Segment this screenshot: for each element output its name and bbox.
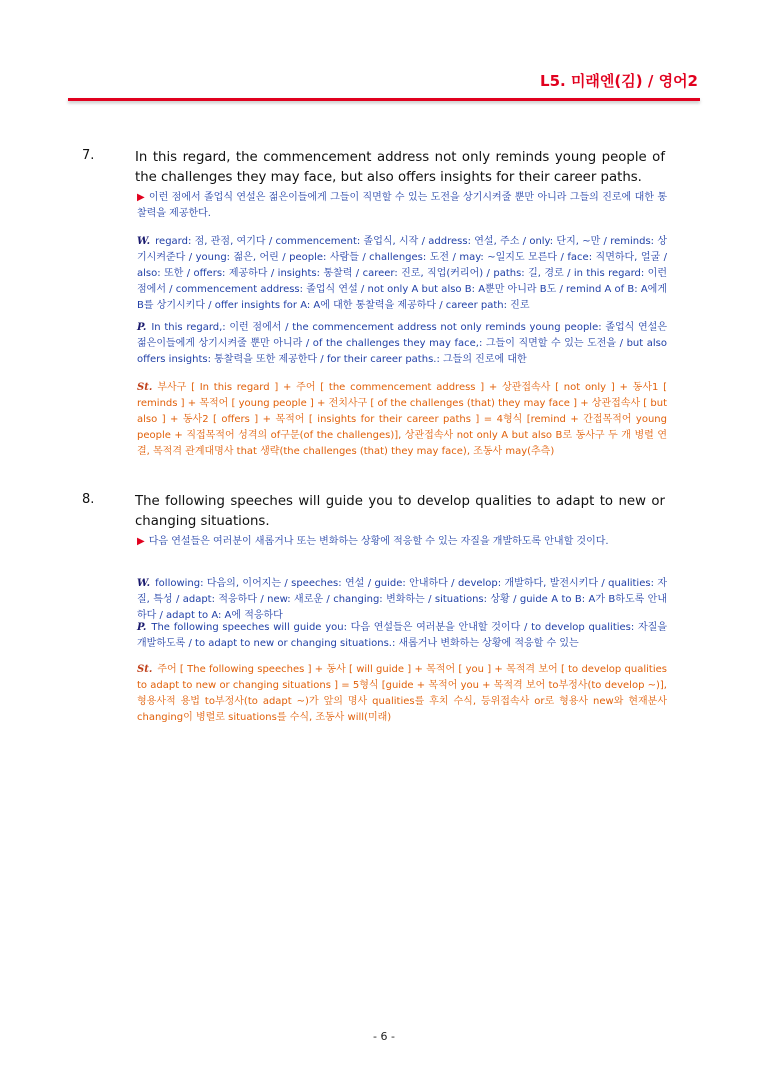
structure-tag: St. — [137, 664, 153, 675]
vocab-tag: W. — [137, 578, 151, 589]
question-number: 8. — [82, 492, 95, 507]
structure-block — [137, 380, 667, 460]
phrase-tag: P. — [137, 322, 147, 333]
page-number: - 6 - — [373, 1030, 395, 1043]
phrase-block — [137, 620, 667, 652]
structure-block — [137, 662, 667, 726]
structure-text: 주어 [ The following speeches ] + 동사 [ will guide ] + 목적어 [ you ] + 목적격 보어 [ to develop qualities to adapt to new or changing situations ] = 5형식 [guide + 목적어 you + 목적격 보어 to부정사(to develop ~)], 형용사적 용법 to부정사(to adapt ~)가 앞의 명사 qualities를 후치 수식, 등위접속사 or로 형용사 new와 현재분사 changing이 병렬로 situations를 수식, 조동사 will(미래) — [137, 664, 667, 723]
question-sentence: In this regard, the commencement address not only reminds young people of the challenges they may face, but also offers insights for their career paths. — [135, 150, 665, 185]
translation-text: 이런 점에서 졸업식 연설은 젊은이들에게 그들이 직면할 수 있는 도전을 상기시켜줄 뿐만 아니라 그들의 진로에 대한 통찰력을 제공한다. — [137, 192, 667, 219]
header-title-prefix: L5. 미래엔(김) — [540, 72, 643, 90]
page-header — [540, 70, 698, 91]
vocab-text: following: 다음의, 이어지는 / speeches: 연설 / guide: 안내하다 / develop: 개발하다, 발전시키다 / qualities: 자질, 특성 / adapt: 적응하다 / new: 새로운 / changing: 변화하는 / situations: 상황 / guide A to B: A가 B하도록 안내하다 / adapt to A: A에 적응하다 — [137, 578, 667, 621]
phrase-block — [137, 320, 667, 368]
phrase-text: The following speeches will guide you: 다음 연설들은 여러분을 안내할 것이다 / to develop qualities: 자질을 개발하도록 / to adapt to new or changing situations.: 새롭거나 변화하는 상황에 적응할 수 있는 — [137, 622, 667, 649]
structure-tag: St. — [137, 382, 153, 393]
vocab-text: regard: 점, 관점, 여기다 / commencement: 졸업식, 시작 / address: 연설, 주소 / only: 단지, ~만 / reminds: 상기시켜준다 / young: 젊은, 어린 / people: 사람들 / challenges: 도전 / may: ~일지도 모른다 / face: 직면하다, 얼굴 / also: 또한 / offers: 제공하다 / insights: 통찰력 / career: 진로, 직업(커리어) / paths: 길, 경로 / in this regard: 이런 점에서 / commencement address: 졸업식 연설 / not only A but also B: A뿐만 아니라 B도 / remind A of B: A에게 B를 상기시키다 / offer insights for A: A에 대한 통찰력을 제공하다 / career path: 진로 — [137, 236, 667, 311]
translation — [137, 534, 667, 550]
vocab-block — [137, 234, 667, 314]
structure-text: 부사구 [ In this regard ] + 주어 [ the commencement address ] + 상관접속사 [ not only ] + 동사1 [ reminds ] + 목적어 [ young people ] + 전치사구 [ of the challenges (that) they may face ] + 상관접속사 [ but also ] + 동사2 [ offers ] + 목적어 [ insights for their career paths ] = 4형식 [remind + 간접목적어 young people + 직접목적어 성격의 of구문(of the challenges)], 상관접속사 not only A but also B로 동사구 두 개 병렬 연결, 목적격 관계대명사 that 생략(the challenges (that) they may face), 조동사 may(추측) — [137, 382, 667, 457]
vocab-block — [137, 576, 667, 624]
phrase-text: In this regard,: 이런 점에서 / the commencement address not only reminds young people: 졸업식 연설은 젊은이들에게 상기시켜줄 뿐만 아니라 / of the challenges they may face,: 그들이 직면할 수 있는 도전을 / but also offers insights: 통찰력을 또한 제공한다 / for their career paths.: 그들의 진로에 대한 — [137, 322, 667, 365]
translation-text: 다음 연설들은 여러분이 새롭거나 또는 변화하는 상황에 적응할 수 있는 자질을 개발하도록 안내할 것이다. — [148, 536, 609, 547]
vocab-tag: W. — [137, 236, 151, 247]
question-number: 7. — [82, 148, 95, 163]
translation — [137, 190, 667, 222]
triangle-arrow-icon: ▶ — [137, 536, 145, 547]
header-separator: / — [647, 72, 654, 90]
header-title-suffix: 영어2 — [658, 72, 698, 90]
header-rule — [68, 98, 700, 101]
phrase-tag: P. — [137, 622, 147, 633]
triangle-arrow-icon: ▶ — [137, 192, 145, 203]
question-sentence: The following speeches will guide you to develop qualities to adapt to new or changing situations. — [135, 494, 665, 529]
